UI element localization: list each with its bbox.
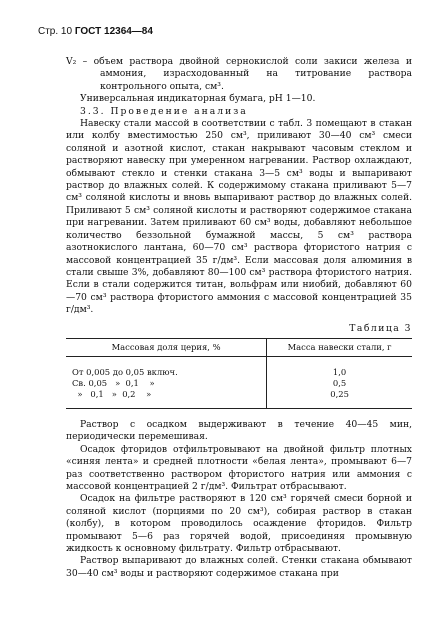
paragraph: Раствор выпаривают до влажных солей. Стенки стакана обмывают 30—40 см³ воды и растворяют содержимое стакана при [66,555,412,579]
cell-range: » 0,1 » 0,2 » [66,389,267,409]
table-row [66,356,412,378]
page-content [66,56,412,580]
standard-code: ГОСТ 12364—84 [74,26,153,37]
table-3 [66,338,412,409]
paragraph: Раствор с осадком выдерживают в течение 40—45 мин, периодически перемешивая. [66,418,412,443]
cell-mass: 0,5 [332,377,347,388]
paragraph: Осадок фторидов отфильтровывают на двойной фильтр плотных «синяя лента» и средней плотности «белая лента», промывают 6—7 раз соответственно раствором фтористого натрия или аммония с массовой концентрацией 2 г/дм³. Фильтрат отбрасывают. [66,443,412,492]
table-header-row [66,338,412,356]
page-number: Стр. 10 [38,26,73,37]
paragraph: Осадок на фильтре растворяют в 120 см³ горячей смеси борной и соляной кислот (порциями по 20 см³), собирая раствор в стакан (колбу), в котором проводилось осаждение фторидов. Фильтр промывают 5—6 раз горячей водой, присоединяя промывную жидкость к основному фильтрату. Фильтр отбрасывают. [66,493,412,554]
cell-range: От 0,005 до 0,05 включ. [66,356,267,378]
text-block-bottom [66,419,412,580]
paragraph: V₂ – объем раствора двойной сернокислой соли закиси железа и аммония, израсходованный на титрование раствора контрольного опыта, см³. [66,56,412,92]
table-row [66,378,412,389]
paragraph: Универсальная индикаторная бумага, pH 1—10. [80,93,316,105]
col-header-cerium: Массовая доля церия, % [66,338,267,356]
table-caption: Таблица 3 [349,322,412,334]
cell-range: Св. 0,05 » 0,1 » [66,378,267,389]
cell-mass: 1,0 [332,366,347,377]
paragraph: Навеску стали массой в соответствии с табл. 3 помещают в стакан или колбу вместимостью 250 см³, приливают 30—40 см³ смеси соляной и азотной кислот, стакан накрывают часовым стеклом и растворяют навеску при умеренном нагревании. Раствор охлаждают, обмывают стекло и стенки стакана 3—5 см³ воды и выпаривают раствор до влажных солей. К содержимому стакана приливают 5—7 см³ соляной кислоты и вновь выпаривают раствор до влажных солей. Приливают 5 см³ соляной кислоты и растворяют содержимое стакана при нагревании. Затем приливают 60 см³ воды, добавляют небольшое количество беззольной бумажной массы, 5 см³ раствора азотнокислого лантана, 60—70 см³ раствора фтористого натрия с массовой концентрацией 35 г/дм³. Если массовая доля алюминия в стали свыше 3%, добавляют 80—100 см³ раствора фтористого натрия. Если в стали содержится титан, вольфрам или ниобий, добавляют 60—70 см³ раствора фтористого аммония с массовой концентрацией 35 г/дм³. [66,118,412,316]
text-block-top [66,56,412,317]
page-header [38,26,153,37]
col-header-mass: Масса навески стали, г [267,338,412,356]
table-row [66,389,412,409]
cell-mass: 0,25 [267,389,412,409]
paragraph: 3.3. Проведение анализа [80,105,248,117]
